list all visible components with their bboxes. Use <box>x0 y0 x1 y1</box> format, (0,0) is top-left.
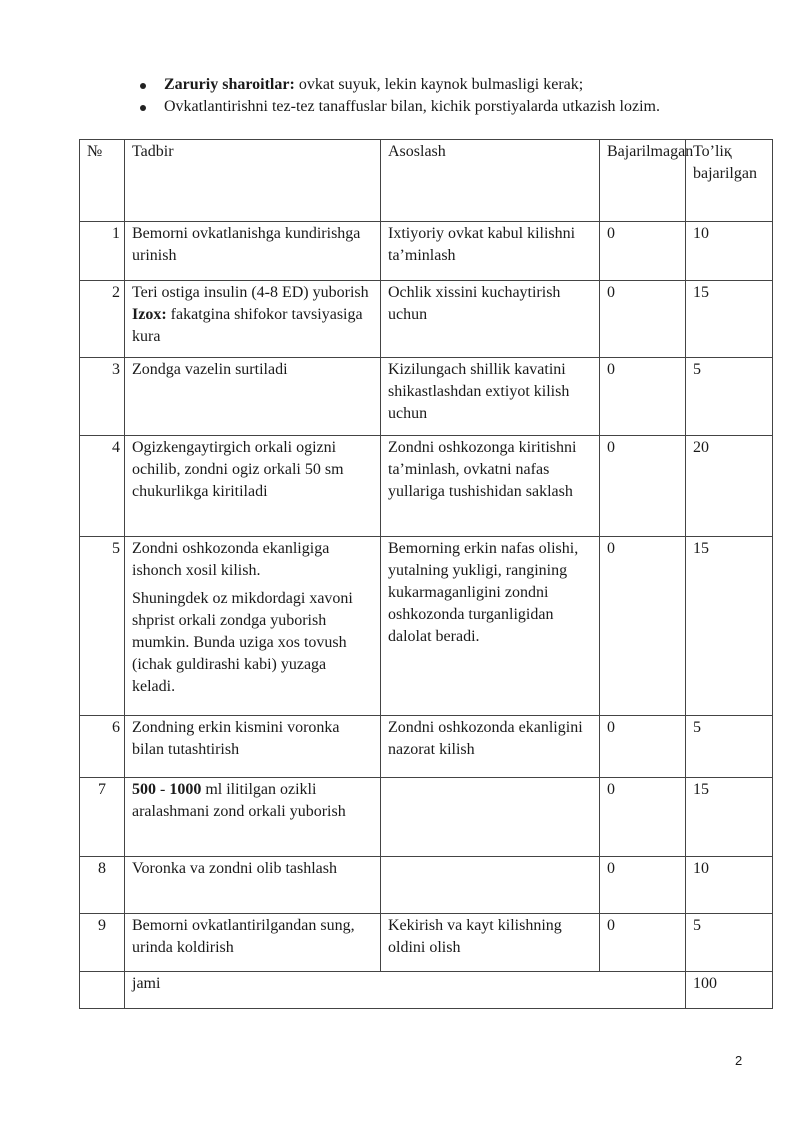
conditions-list <box>136 74 736 118</box>
header-reason: Asoslash <box>381 140 600 222</box>
table-header-row <box>80 140 773 222</box>
total-num-cell <box>80 972 125 1009</box>
row-done: 10 <box>686 222 773 281</box>
row-done: 5 <box>686 914 773 972</box>
header-not-done: Bajarilmagan <box>600 140 686 222</box>
row-done: 15 <box>686 778 773 857</box>
row-action: Zondga vazelin surtiladi <box>125 358 381 436</box>
row-num: 1 <box>80 222 125 281</box>
row-num: 4 <box>80 436 125 537</box>
row-reason: Kizilungach shillik kavatini shikastlashdan extiyot kilish uchun <box>381 358 600 436</box>
row-action-amount-from: 500 <box>132 781 156 798</box>
row-reason: Zondni oshkozonga kiritishni ta’minlash, ovkatni nafas yullariga tushishidan saklash <box>381 436 600 537</box>
table-row <box>80 436 773 537</box>
header-done: To’liқ bajarilgan <box>686 140 773 222</box>
list-item <box>136 96 736 118</box>
row-action <box>125 778 381 857</box>
row-action: Bemorni ovkatlantirilgandan sung, urinda koldirish <box>125 914 381 972</box>
row-action <box>125 537 381 716</box>
bullet-bold: Zaruriy sharoitlar: <box>164 76 295 93</box>
row-reason: Zondni oshkozonda ekanligini nazorat kilish <box>381 716 600 778</box>
bullet-icon <box>140 83 146 89</box>
row-action-text: ml ilitilgan ozikli aralashmani zond orkali yuborish <box>132 781 346 820</box>
row-num: 6 <box>80 716 125 778</box>
table-row <box>80 716 773 778</box>
bullet-text: Ovkatlantirishni tez-tez tanaffuslar bilan, kichik porstiyalarda utkazish lozim. <box>164 98 660 115</box>
row-action-amount-to: 1000 <box>169 781 202 798</box>
row-not-done: 0 <box>600 358 686 436</box>
row-reason: Bemorning erkin nafas olishi, yutalning yukligi, rangining kukarmaganligini zondni oshkozonda turganligidan dalolat beradi. <box>381 537 600 716</box>
row-action-dash: - <box>156 781 170 798</box>
row-action-note: fakatgina shifokor tavsiyasiga kura <box>132 306 363 345</box>
total-value: 100 <box>686 972 773 1009</box>
row-done: 5 <box>686 716 773 778</box>
procedure-table <box>79 139 773 1009</box>
total-label: jami <box>125 972 686 1009</box>
row-reason: Ochlik xissini kuchaytirish uchun <box>381 281 600 358</box>
row-action: Bemorni ovkatlanishga kundirishga urinish <box>125 222 381 281</box>
row-action <box>125 281 381 358</box>
row-reason <box>381 857 600 914</box>
row-reason: Ixtiyoriy ovkat kabul kilishni ta’minlash <box>381 222 600 281</box>
table-row <box>80 537 773 716</box>
table-total-row <box>80 972 773 1009</box>
row-not-done: 0 <box>600 914 686 972</box>
row-action-text: Zondni oshkozonda ekanligiga ishonch xosil kilish. <box>132 540 330 579</box>
row-not-done: 0 <box>600 537 686 716</box>
row-not-done: 0 <box>600 281 686 358</box>
row-not-done: 0 <box>600 716 686 778</box>
row-not-done: 0 <box>600 222 686 281</box>
row-num: 7 <box>80 778 125 857</box>
table-row <box>80 281 773 358</box>
row-not-done: 0 <box>600 436 686 537</box>
row-action-note-label: Izox: <box>132 306 167 323</box>
row-done: 20 <box>686 436 773 537</box>
bullet-icon <box>140 105 146 111</box>
row-done: 15 <box>686 281 773 358</box>
row-num: 8 <box>80 857 125 914</box>
row-reason: Kekirish va kayt kilishning oldini olish <box>381 914 600 972</box>
row-action-detail: Shuningdek oz mikdordagi xavoni shprist orkali zondga yuborish mumkin. Bunda uziga xos tovush (ichak guldirashi kabi) yuzaga keladi. <box>132 590 353 695</box>
row-done: 10 <box>686 857 773 914</box>
list-item <box>136 74 736 96</box>
table-row <box>80 222 773 281</box>
row-not-done: 0 <box>600 778 686 857</box>
table-row <box>80 358 773 436</box>
row-not-done: 0 <box>600 857 686 914</box>
row-num: 2 <box>80 281 125 358</box>
table-row <box>80 778 773 857</box>
row-action: Voronka va zondni olib tashlash <box>125 857 381 914</box>
row-action-text: Teri ostiga insulin (4-8 ED) yuborish <box>132 284 369 301</box>
row-reason <box>381 778 600 857</box>
header-num: № <box>80 140 125 222</box>
row-num: 9 <box>80 914 125 972</box>
page-number: 2 <box>735 1053 743 1068</box>
header-action: Tadbir <box>125 140 381 222</box>
row-done: 5 <box>686 358 773 436</box>
row-done: 15 <box>686 537 773 716</box>
table-row <box>80 857 773 914</box>
row-num: 5 <box>80 537 125 716</box>
row-action: Ogizkengaytirgich orkali ogizni ochilib, zondni ogiz orkali 50 sm chukurlikga kiritiladi <box>125 436 381 537</box>
bullet-text: ovkat suyuk, lekin kaynok bulmasligi kerak; <box>294 76 584 93</box>
table-row <box>80 914 773 972</box>
row-action: Zondning erkin kismini voronka bilan tutashtirish <box>125 716 381 778</box>
row-num: 3 <box>80 358 125 436</box>
